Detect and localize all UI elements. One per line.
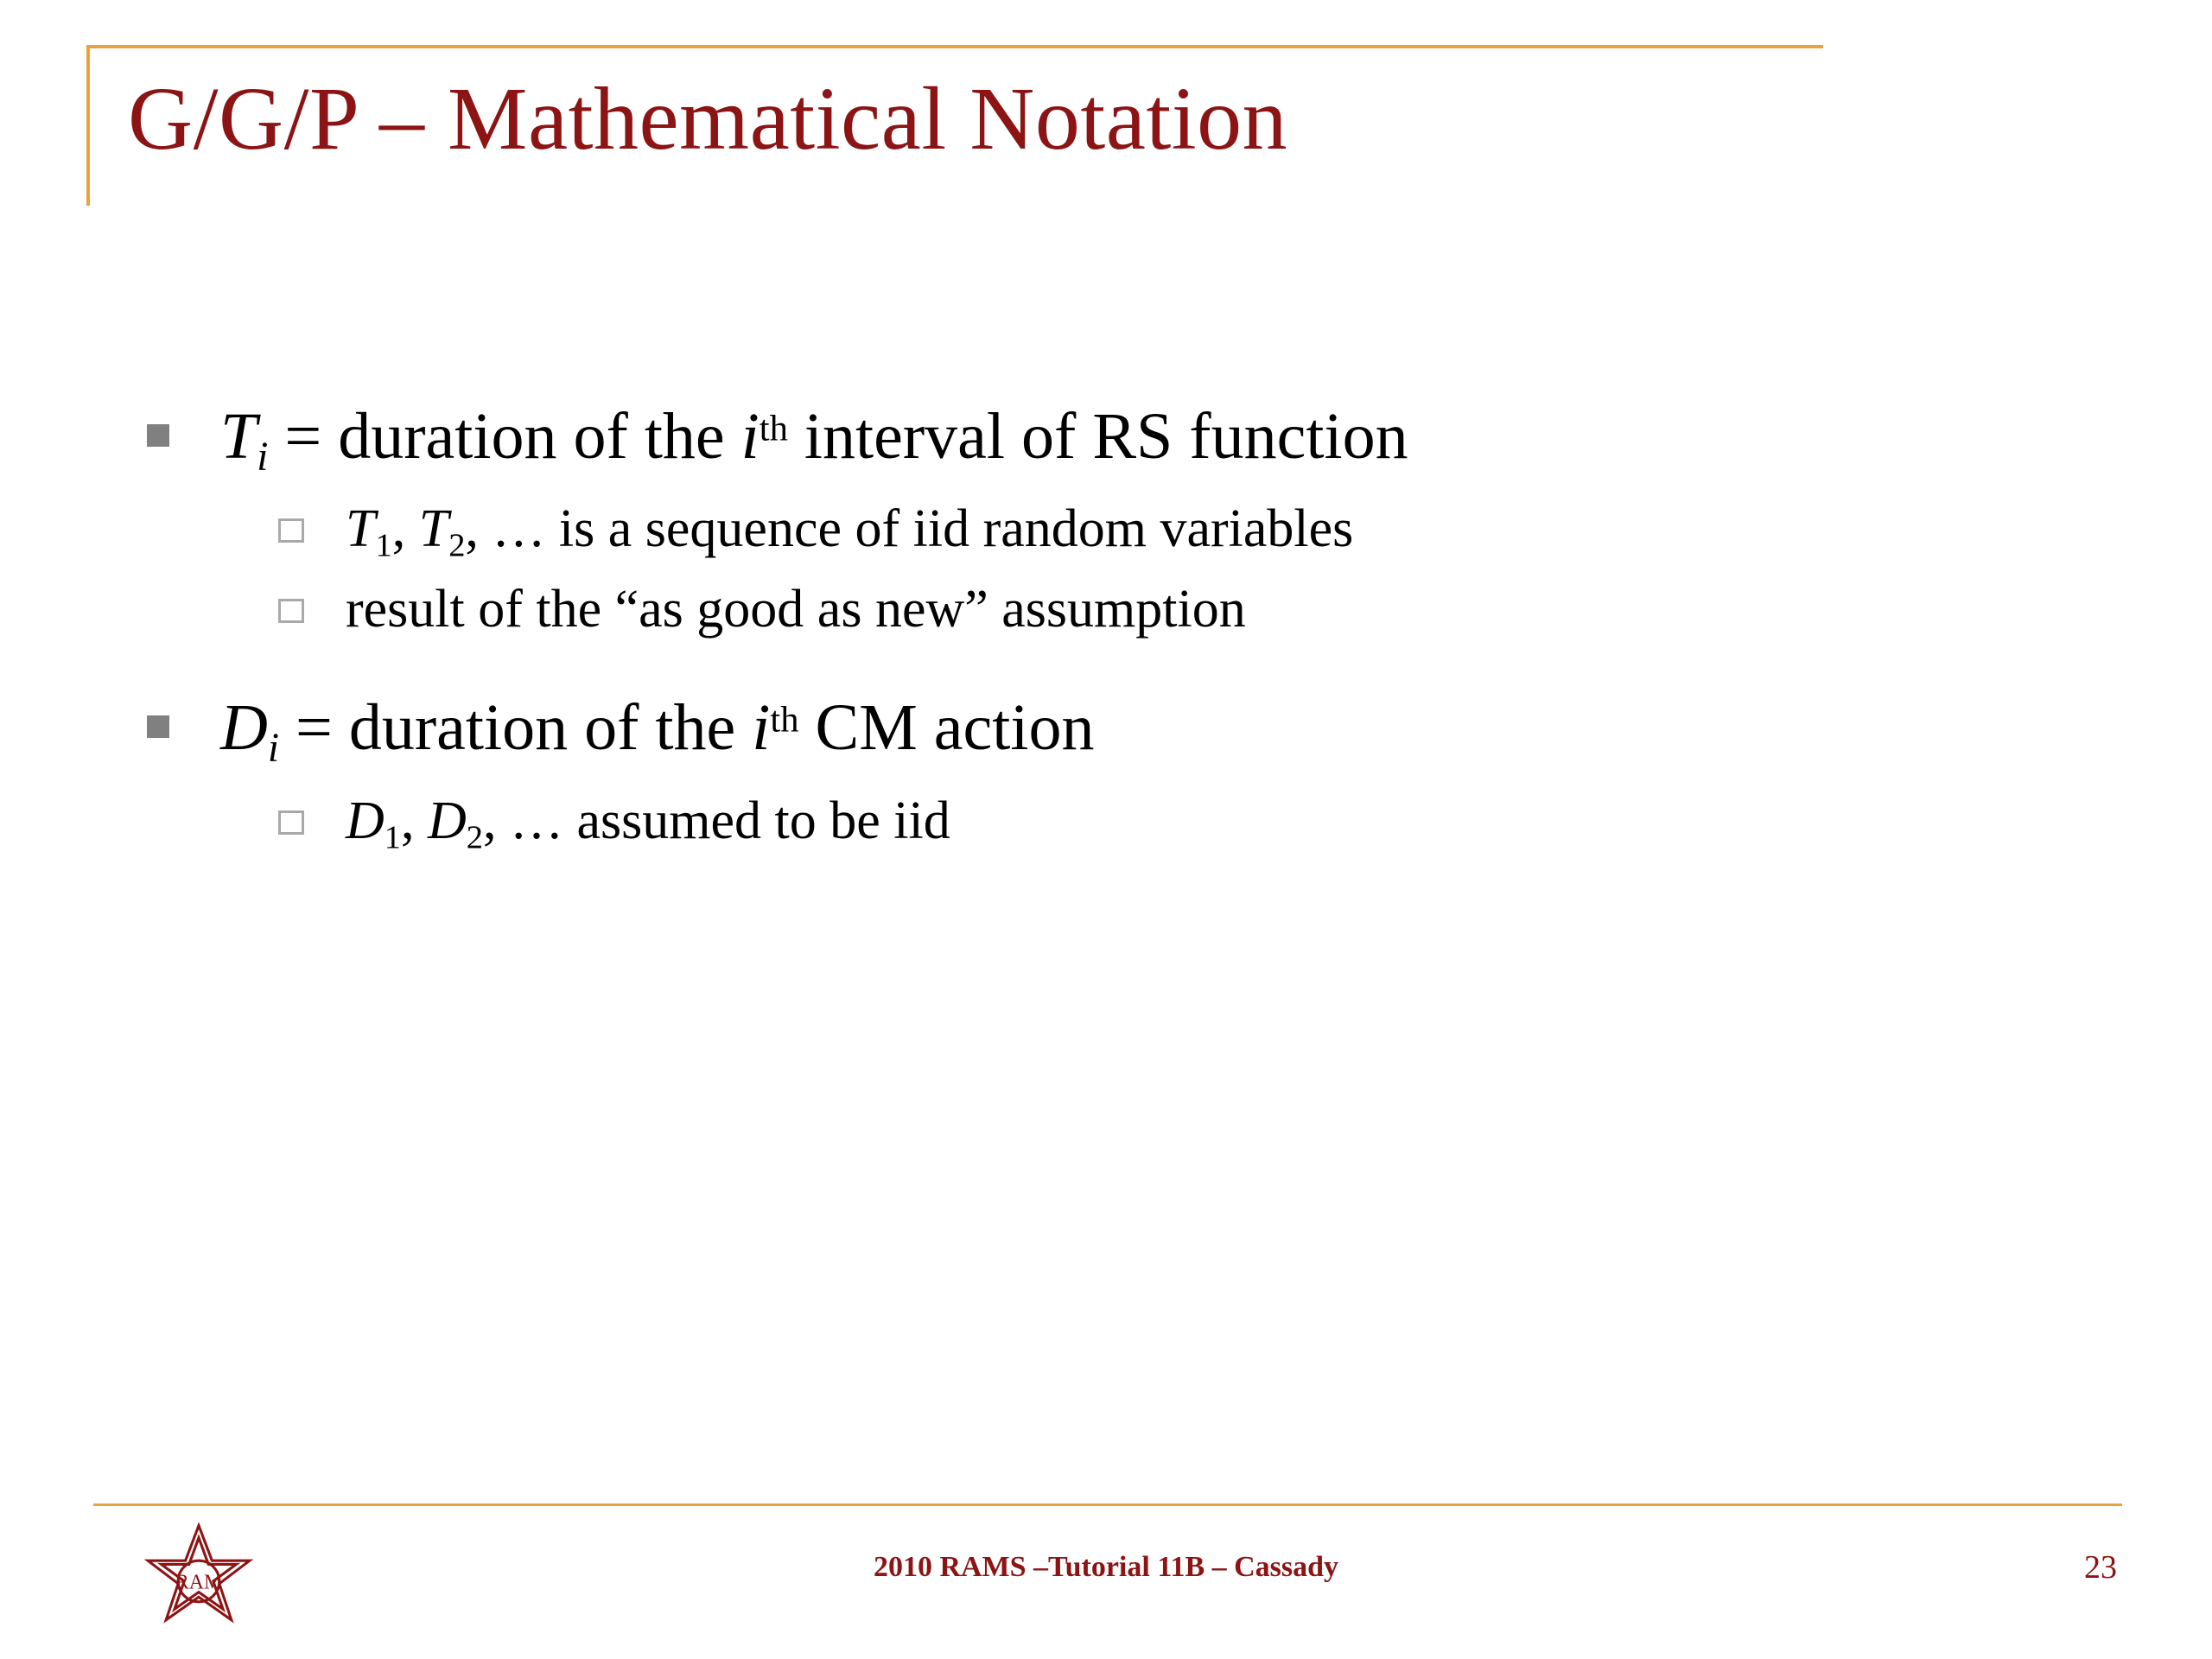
bullet-text: $D_i$ = duration of the $i^{th}$ CM action xyxy=(220,691,1095,772)
footer-text: 2010 RAMS –Tutorial 11B – Cassady xyxy=(873,1551,1339,1583)
title-left-rule xyxy=(86,45,90,206)
title-top-rule xyxy=(86,45,1823,48)
square-bullet-icon xyxy=(147,424,169,447)
bullet-text: $T_i$ = duration of the $i^{th}$ interval of RS function xyxy=(220,400,1408,480)
spacer xyxy=(130,650,2117,684)
hollow-square-bullet-icon xyxy=(278,810,304,835)
hollow-square-bullet-icon xyxy=(278,518,304,543)
hollow-square-bullet-icon xyxy=(278,599,304,623)
square-bullet-icon xyxy=(147,715,169,738)
bullet-level1-d xyxy=(130,684,2117,775)
slide-body xyxy=(130,393,2117,864)
bullet-level1-t xyxy=(130,393,2117,484)
bullet-level2-t-sequence xyxy=(130,493,2117,569)
svg-text:RAM: RAM xyxy=(175,1571,223,1594)
bullet-level2-d-sequence xyxy=(130,785,2117,861)
bullet-text: T1, T2, … is a sequence of iid random variables xyxy=(346,499,1354,564)
page-number: 23 xyxy=(2084,1549,2117,1586)
bullet-level2-asgoodasnew xyxy=(130,573,2117,647)
bullet-text: D1, D2, … assumed to be iid xyxy=(346,791,950,856)
page-title: G/G/P – Mathematical Notation xyxy=(128,69,1288,168)
footer-rule xyxy=(93,1503,2122,1506)
bullet-text: result of the “as good as new” assumption xyxy=(346,579,1246,639)
